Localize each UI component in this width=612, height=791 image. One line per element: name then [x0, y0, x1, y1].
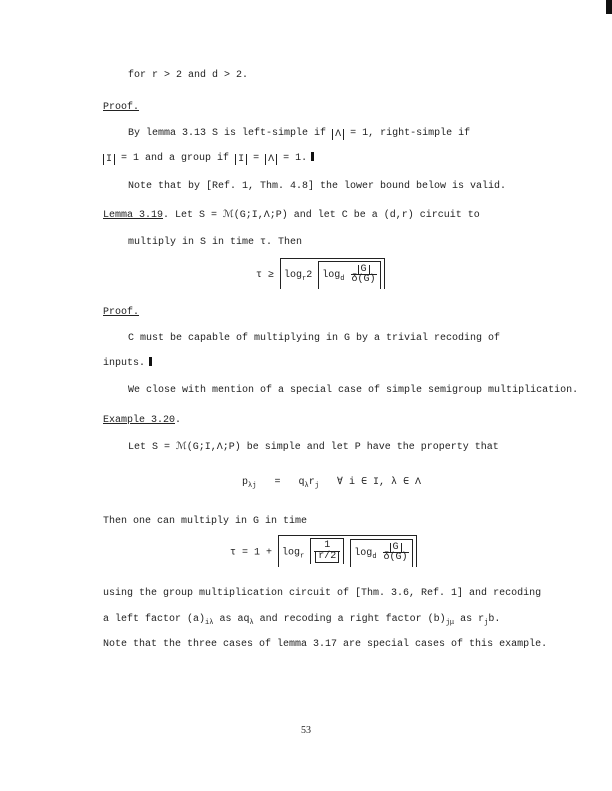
example-label: Example 3.20: [103, 415, 176, 426]
proof-line-2: I = 1 and a group if I = Λ = 1.: [103, 152, 314, 165]
corner-mark: [606, 0, 612, 14]
example-line: Example 3.20.: [103, 415, 182, 426]
abs-lambda: Λ: [332, 129, 344, 140]
time-formula: $\tau = 1 + \log_r$ $\frac{1}{r/2}$ $\log_d$ $\frac{G}{\delta(G)}$: [230, 535, 417, 567]
closing-line: We close with mention of a special case of simple semigroup multiplication.: [128, 385, 579, 396]
lemma-label: Lemma 3.19: [103, 210, 164, 221]
lemma-line: Lemma 3.19. Let S = ℳ(G;I,Λ;P) and let C be a (d,r) circuit to: [103, 210, 480, 221]
property-formula: $p_{\lambda j}$ = $q_\lambda r_j$ ∀ i ∈ I, λ ∈ Λ: [242, 477, 421, 490]
abs-lambda-2: Λ: [265, 154, 277, 165]
recoding-line: a left factor $(a)_{i\lambda}$ as $aq_\lambda$ and recoding a right factor $(b)_{j\mu}$ as $r_jb$.: [103, 614, 501, 627]
proof2-line-1: C must be capable of multiplying in G by a trivial recoding of: [128, 333, 501, 344]
time-line: Then one can multiply in G in time: [103, 516, 308, 527]
proof2-line-2: inputs.: [103, 357, 152, 370]
proof-line-1: By lemma 3.13 S is left-simple if Λ = 1, right-simple if: [128, 128, 471, 140]
condition-line: for r > 2 and d > 2.: [128, 70, 249, 81]
qed-mark-2: [149, 357, 152, 366]
proof-heading-2: Proof.: [103, 307, 140, 318]
proof-heading-1: Proof.: [103, 102, 140, 113]
abs-I: I: [103, 154, 115, 165]
page-number: 53: [301, 725, 311, 736]
qed-mark: [311, 152, 314, 161]
using-line: using the group multiplication circuit of [Thm. 3.6, Ref. 1] and recoding: [103, 588, 542, 599]
example-text: Let S = ℳ(G;I,Λ;P) be simple and let P have the property that: [128, 442, 499, 453]
lemma-line-2: multiply in S in time τ. Then: [128, 237, 303, 248]
note-line: Note that by [Ref. 1, Thm. 4.8] the lower bound below is valid.: [128, 181, 507, 192]
final-note-line: Note that the three cases of lemma 3.17 are special cases of this example.: [103, 639, 548, 650]
lower-bound-formula: $\tau \ge \log_r2$ $\log_d$ $\frac{G}{\delta(G)}$: [256, 258, 385, 289]
abs-I-2: I: [235, 154, 247, 165]
